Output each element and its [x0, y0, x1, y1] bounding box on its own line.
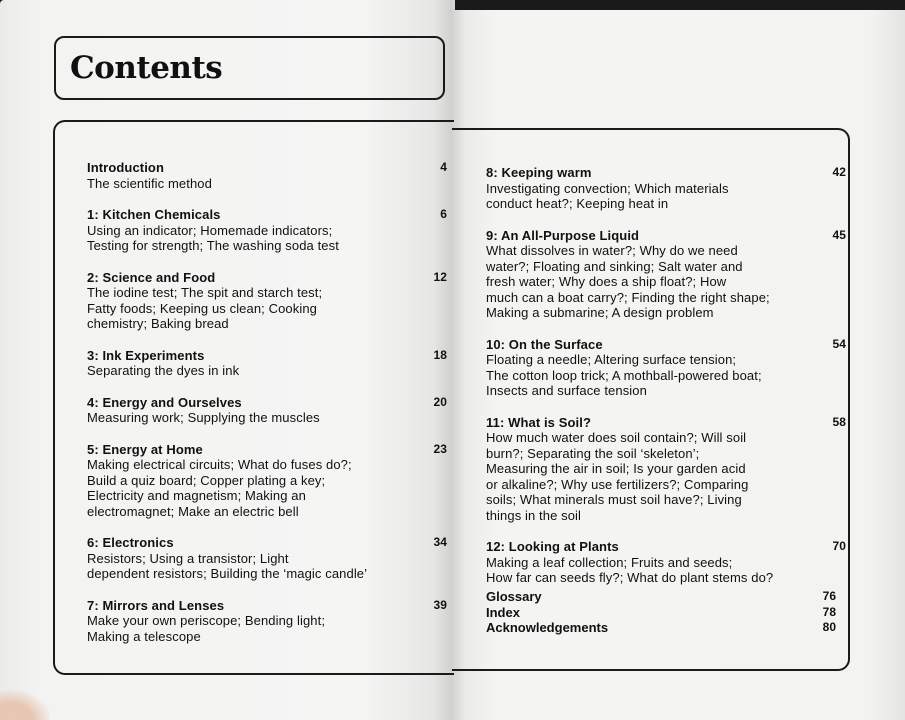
- entry-page-number: 6: [440, 207, 447, 221]
- contents-entry: [87, 395, 447, 426]
- entry-title: 1: Kitchen Chemicals: [87, 207, 221, 222]
- entry-page-number: 39: [433, 597, 447, 612]
- entry-description: Making electrical circuits; What do fuses do?; Build a quiz board; Copper plating a key; Electricity and magnetism; Making an electromagnet; Make an electric bell: [87, 457, 352, 519]
- entry-description: Floating a needle; Altering surface tension; The cotton loop trick; A mothball-powered boat; Insects and surface tension: [486, 352, 762, 398]
- entry-description: Making a leaf collection; Fruits and seeds; How far can seeds fly?; What do plant stems do?: [486, 554, 774, 585]
- entry-title: Introduction: [87, 160, 165, 175]
- contents-entry: [486, 539, 846, 586]
- entry-page-number: 34: [433, 535, 447, 549]
- thumb: [0, 690, 50, 720]
- back-matter-title: Glossary: [486, 589, 542, 604]
- entry-page-number: 23: [433, 441, 447, 456]
- entry-description: What dissolves in water?; Why do we need water?; Floating and sinking; Salt water and fresh water; Why does a ship float?; How much can a boat carry?; Finding the right shape; Making a submarine; A design problem: [486, 243, 770, 320]
- entry-page-number: 58: [832, 414, 846, 429]
- entry-description: Separating the dyes in ink: [87, 363, 240, 378]
- entry-title: 3: Ink Experiments: [87, 347, 205, 363]
- entry-page-number: 42: [832, 165, 846, 179]
- entry-title: 2: Science and Food: [87, 269, 216, 285]
- entry-description: Measuring work; Supplying the muscles: [87, 410, 320, 425]
- left-contents-column: [87, 160, 447, 660]
- back-matter-title: Index: [486, 604, 520, 620]
- entry-page-number: 70: [832, 539, 846, 553]
- entry-title: 5: Energy at Home: [87, 441, 203, 457]
- back-matter-row: [486, 589, 836, 605]
- entry-description: Resistors; Using a transistor; Light dependent resistors; Building the ‘magic candle’: [87, 550, 368, 581]
- contents-entry: [87, 207, 447, 254]
- entry-page-number: 4: [440, 160, 447, 174]
- back-matter-row: [486, 620, 836, 636]
- entry-page-number: 20: [433, 394, 447, 409]
- title-box: [54, 36, 445, 100]
- contents-entry: [87, 535, 447, 582]
- entry-description: Using an indicator; Homemade indicators; Testing for strength; The washing soda test: [87, 222, 339, 253]
- entry-description: The scientific method: [87, 175, 212, 191]
- entry-page-number: 18: [433, 347, 447, 362]
- entry-title: 12: Looking at Plants: [486, 539, 619, 554]
- contents-entry: [87, 598, 447, 645]
- entry-description: How much water does soil contain?; Will soil burn?; Separating the soil ‘skeleton’; Measuring the air in soil; Is your garden acid or alkaline?; Why use fertilizers?; Comparing soils; What minerals must soil have?; Living things in the soil: [486, 430, 749, 523]
- entry-title: 8: Keeping warm: [486, 165, 592, 180]
- contents-entry: [87, 348, 447, 379]
- entry-title: 4: Energy and Ourselves: [87, 394, 242, 410]
- entry-title: 10: On the Surface: [486, 336, 603, 352]
- contents-entry: [486, 415, 846, 524]
- entry-title: 9: An All-Purpose Liquid: [486, 227, 640, 243]
- entry-description: Investigating convection; Which materials conduct heat?; Keeping heat in: [486, 180, 729, 211]
- contents-entry: [486, 165, 846, 212]
- contents-entry: [87, 270, 447, 332]
- right-contents-column: [486, 165, 846, 602]
- entry-description: The iodine test; The spit and starch test; Fatty foods; Keeping us clean; Cooking chemistry; Baking bread: [87, 285, 323, 331]
- back-matter-title: Acknowledgements: [486, 620, 609, 635]
- entry-description: Make your own periscope; Bending light; Making a telescope: [87, 613, 326, 644]
- entry-page-number: 12: [433, 269, 447, 284]
- entry-title: 7: Mirrors and Lenses: [87, 597, 225, 613]
- contents-entry: [486, 228, 846, 321]
- page-title: Contents: [70, 50, 223, 86]
- entry-page-number: 80: [822, 620, 836, 634]
- entry-title: 6: Electronics: [87, 535, 174, 550]
- entry-title: 11: What is Soil?: [486, 414, 591, 430]
- contents-entry: [486, 337, 846, 399]
- contents-entry: [87, 160, 447, 191]
- contents-entry: [87, 442, 447, 520]
- back-matter-list: [486, 589, 836, 636]
- book-cover-edge: [455, 0, 905, 10]
- entry-page-number: 45: [832, 227, 846, 242]
- entry-page-number: 78: [822, 604, 836, 619]
- entry-page-number: 76: [822, 589, 836, 603]
- back-matter-row: [486, 605, 836, 621]
- entry-page-number: 54: [832, 336, 846, 351]
